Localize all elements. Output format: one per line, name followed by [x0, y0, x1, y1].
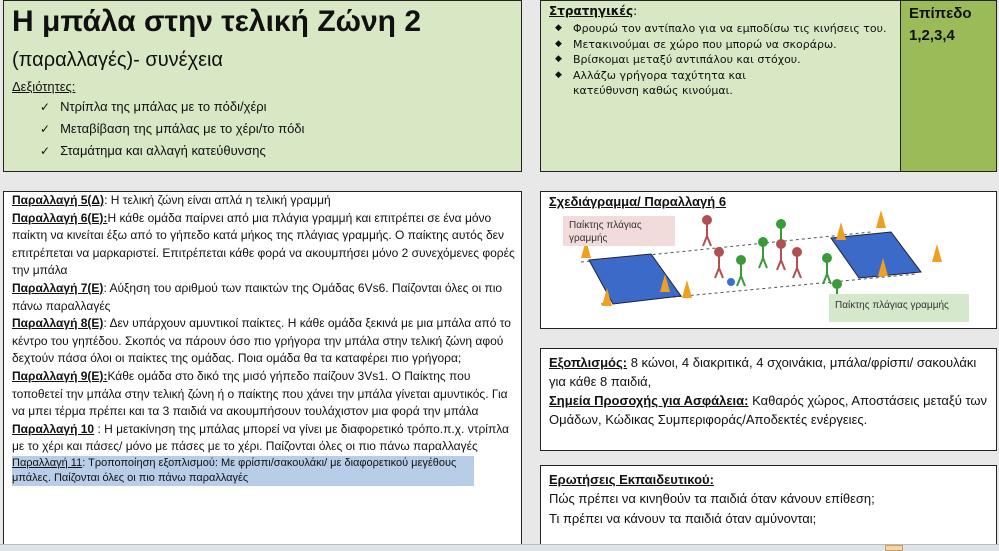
cone	[836, 222, 846, 240]
cone	[876, 210, 886, 228]
strategy-item: ◆ Αλλάζω γρήγορα ταχύτητα και κατεύθυνση καθώς κινούμαι.	[555, 68, 746, 97]
check-icon: ✓	[40, 144, 51, 158]
equipment-text: Εξοπλισμός: 8 κώνοι, 4 διακριτικά, 4 σχοινάκια, μπάλα/φρίσπι/ σακουλάκι για κάθε 8 παιδιά, Σημεία Προσοχής για Ασφάλεια: Καθαρός χώρος, Αποστάσεις μεταξύ των Ομάδων, Κώδικας Συμπεριφοράς/Αποδεκτές ενέργειες.	[549, 355, 988, 427]
questions-cell	[540, 465, 997, 551]
variation-6: Παραλλαγή 6(Ε):Η κάθε ομάδα παίρνει από μια πλάγια γραμμή και επιτρέπει σε ένα μόνο παίκτη να κινείται έξω από το γήπεδο κατά μήκος της πλάγιας γραμμής. Ο παίκτης αυτός δεν επιτρέπεται να μαρκαριστεί. Επιτρέπεται κάθε φορά να ακουμπήσει μόνο 2 συνεχόμενες φορές την μπάλα	[12, 210, 515, 278]
strategies-heading: Στρατηγικές:	[549, 4, 638, 18]
questions-list	[549, 489, 989, 529]
variation-10: Παραλλαγή 10 : Η μετακίνηση της μπάλας μπορεί να γίνει με διαφορετικό τρόπο.π.χ. ντρίπλα με το χέρι και πάσες/ μόνο με πάσες με το χέρι. Παίζονται όλες οι πιο πάνω παραλλαγές	[12, 421, 509, 454]
diamond-bullet-icon: ◆	[555, 54, 562, 64]
skill-item: ✓ Σταμάτημα και αλλαγή κατεύθυνσης	[40, 143, 266, 158]
diamond-bullet-icon: ◆	[555, 23, 562, 33]
variation-5: Παραλλαγή 5(Δ): Η τελική ζώνη είναι απλά η τελική γραμμή	[12, 193, 331, 207]
strategy-item: ◆ Μετακινούμαι σε χώρο που μπορώ να σκοράρω.	[555, 37, 837, 51]
page-title: Η μπάλα στην τελική Ζώνη 2	[12, 5, 422, 38]
check-icon: ✓	[40, 122, 51, 136]
green-players	[737, 220, 841, 310]
ball	[727, 278, 735, 286]
diagram-cell	[540, 191, 997, 329]
variation-9: Παραλλαγή 9(Ε):Κάθε ομάδα στο δικό της μισό γήπεδο παίζουν 3Vs1. Ο Παίκτης που τοποθετεί την μπάλα στην τελική ζώνη ή ο παίκτης που χάνει την μπάλα γίνεται αμυντικός. Για να μπει τέρμα πρέπει και τα 3 παιδιά να ακουμπήσουν τουλάχιστον μια φορά την μπάλα	[12, 368, 508, 419]
level-cell	[900, 0, 997, 172]
variation-7: Παραλλαγή 7(Ε): Αύξηση του αριθμού των παικτών της Ομάδας 6Vs6. Παίζονται όλες οι πιο πάνω παραλλαγές	[12, 280, 503, 313]
cone	[682, 280, 692, 298]
strategy-item: ◆ Φρουρώ τον αντίπαλο για να εμποδίσω τις κινήσεις του.	[555, 22, 887, 35]
variations-cell	[3, 191, 522, 551]
strategy-item: ◆ Βρίσκομαι μεταξύ αντιπάλου και στόχου.	[555, 53, 801, 66]
equipment-cell	[540, 348, 997, 451]
strategies-list	[549, 21, 899, 99]
lesson-title-cell	[3, 0, 522, 172]
horizontal-scrollbar[interactable]	[0, 544, 999, 551]
variation-11: Παραλλαγή 11: Τροποποίηση εξοπλισμού: Με φρίσπι/σακουλάκι/ με διαφορετικού μεγέθους μπάλες. Παίζονται όλες οι πιο πάνω παραλλαγές	[12, 456, 474, 486]
question-item: Πώς πρέπει να κινηθούν τα παιδιά όταν κάνουν επίθεση;	[549, 491, 875, 506]
label-sideline-top: Παίκτης πλάγιας γραμμής	[563, 216, 675, 246]
question-item: Τι πρέπει να κάνουν τα παιδιά όταν αμύνονται;	[549, 511, 817, 526]
scrollbar-thumb[interactable]	[885, 545, 903, 551]
diamond-bullet-icon: ◆	[555, 38, 562, 49]
level-value: 1,2,3,4	[909, 27, 955, 44]
label-sideline-bottom: Παίκτης πλάγιας γραμμής	[829, 294, 969, 322]
questions-heading: Ερωτήσεις Εκπαιδευτικού:	[549, 472, 714, 487]
check-icon: ✓	[40, 100, 51, 114]
end-zone-left	[589, 254, 681, 304]
diamond-bullet-icon: ◆	[555, 69, 562, 80]
cone	[932, 244, 942, 262]
strategies-cell	[540, 0, 901, 172]
skills-list	[40, 96, 304, 162]
diagram-heading: Σχεδιάγραμμα/ Παραλλαγή 6	[549, 194, 727, 209]
level-label: Επίπεδο	[909, 5, 972, 22]
red-players	[703, 216, 801, 278]
page-subtitle: (παραλλαγές)- συνέχεια	[12, 49, 223, 71]
skills-heading: Δεξιότητες:	[12, 79, 76, 94]
variations-text	[12, 192, 515, 486]
variation-8: Παραλλαγή 8(Ε): Δεν υπάρχουν αμυντικοί παίκτες. Η κάθε ομάδα ξεκινά με μια μπάλα από το κέντρο του γηπέδου. Σκοπός να πάρουν όσο πιο γρήγορα την μπάλα στην τελική ζώνη αφού δεχτούν πάσα όλοι οι παίκτες της ομάδας. Ποια ομάδα θα τα καταφέρει πιο γρήγορα;	[12, 316, 511, 366]
skill-item: ✓ Μεταβίβαση της μπάλας με το χέρι/το πόδι	[40, 121, 305, 136]
skill-item: ✓ Ντρίπλα της μπάλας με το πόδι/χέρι	[40, 99, 267, 114]
